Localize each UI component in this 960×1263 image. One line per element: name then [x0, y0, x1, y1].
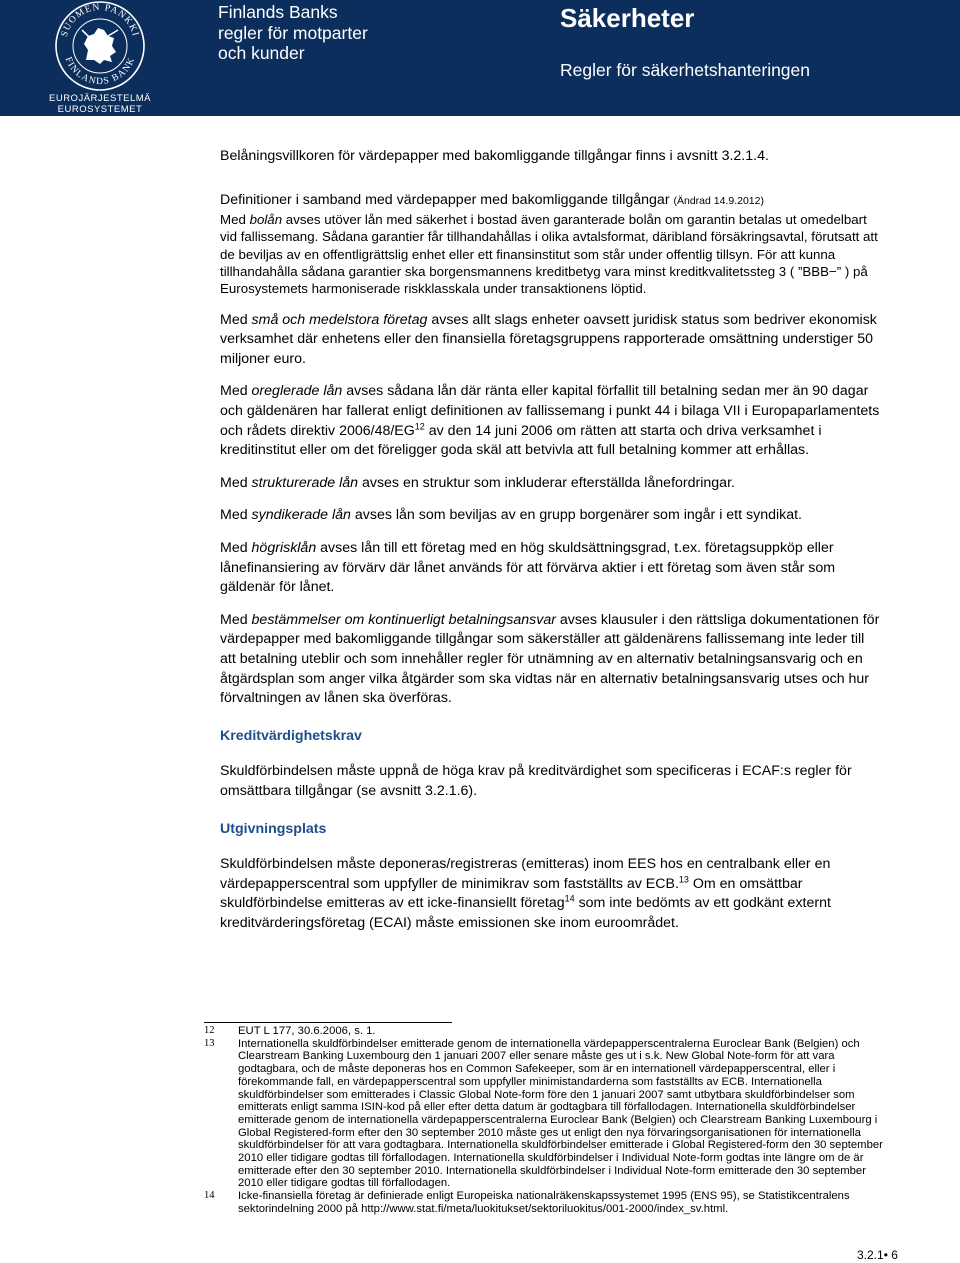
- term-strukturerade-lan: strukturerade lån: [251, 474, 359, 491]
- text-run: avses utöver lån med säkerhet i bostad även garanterade bolån om garantin betalas ut omedelbart vid fallissemang.: [220, 212, 867, 245]
- paragraph-belaningsvillkor: Belåningsvillkoren för värdepapper med bakomliggande tillgångar finns i avsnitt 3.2.1.4.: [220, 148, 769, 164]
- text-run: Med: [220, 611, 252, 628]
- footnote-number: 12: [204, 1025, 215, 1036]
- text-run: Med: [220, 212, 250, 228]
- page-number: 6: [891, 1248, 898, 1262]
- page-subtitle: Regler för säkerhetshanteringen: [560, 60, 811, 80]
- footnote-number: 13: [204, 1037, 215, 1049]
- footnote-ref-13[interactable]: 13: [678, 874, 689, 884]
- footnote-ref-14[interactable]: 14: [564, 893, 575, 904]
- text-run: avses en struktur som inkluderar efterställda lånefordringar.: [358, 474, 735, 491]
- paragraph-bolan: [220, 211, 884, 297]
- text-run: avses sådana lån där ränta eller kapital förfallit till betalning sedan mer än 90 dagar och gäldenären har fallerat enligt definitionen av fallissemang i punkt 44 i bilaga VII i Europaparlamentets och rådets direktiv 2006/48/EG: [220, 383, 880, 439]
- text-run: Skuldförbindelsen måste deponeras/registreras (emitteras) inom EES hos en centralbank eller en värdepapperscentral som uppfyller de minimikrav som fastställts av ECB.: [220, 856, 831, 892]
- section-heading-kreditvardighetskrav: Kreditvärdighetskrav: [220, 727, 362, 744]
- footer-bullet: •: [883, 1248, 888, 1262]
- paragraph-strukturerade-lan: [220, 474, 884, 494]
- logo-caption-fi: EUROJÄRJESTELMÄ: [49, 93, 151, 104]
- footer-section: 3.2.1: [857, 1248, 884, 1262]
- text-run: som inte bedömts av ett godkänt externt kreditvärderingsföretag (ECAI) måste emissionen ske inom euroområdet.: [220, 895, 831, 931]
- svg-text:FINLANDS BANK: FINLANDS BANK: [62, 55, 138, 88]
- text-run: avses lån till ett företag med en hög skuldsättningsgrad, t.ex. företagsuppköp eller lånefinansiering av förvärv där lånet används för att förvärva aktier i ett företag som även står som gäldenär för lånet.: [220, 540, 836, 596]
- paragraph-utgivningsplats: [220, 855, 884, 933]
- org-name: [218, 2, 368, 64]
- org-line-2: regler för motparter: [218, 22, 368, 43]
- term-bolan: bolån: [249, 212, 283, 228]
- bank-logo: [0, 0, 200, 116]
- text-run: Om en omsättbar skuldförbindelse emitteras av ett icke-finansiellt företag: [220, 875, 803, 912]
- paragraph-kreditvardighet: Skuldförbindelsen måste uppnå de höga krav på kreditvärdighet som specificeras i ECAF:s regler för omsättbara tillgångar (se avsnitt 3.2.1.6).: [220, 763, 852, 799]
- page-header: [0, 0, 960, 116]
- paragraph-betalningsansvar: [220, 611, 884, 709]
- text-run: avses klausuler i den rättsliga dokumentationen för värdepapper med bakomliggande tillgångar som säkerställer att gäldenärens fallissemang inte leder till att betalning uteblir och som innehåller regler för utnämning av en alternativ betalningsansvarig och en åtgärdsplan som anger vilka åtgärder som ska vidtas när en alternativ betalningsansvarig utses och hur förvaltningen av lånen ska överföras.: [220, 611, 880, 707]
- term-oreglerade-lan: oreglerade lån: [251, 383, 343, 400]
- svg-text:SUOMEN PANKKI: SUOMEN PANKKI: [59, 2, 141, 39]
- footnote-text: EUT L 177, 30.6.2006, s. 1.: [238, 1025, 376, 1037]
- text-run: Med: [220, 474, 252, 491]
- paragraph-syndikerade-lan: [220, 506, 884, 526]
- term-hogrisklan: högrisklån: [251, 540, 317, 557]
- term-syndikerade-lan: syndikerade lån: [251, 507, 351, 524]
- footnote-separator: [204, 1022, 452, 1023]
- org-line-1: Finlands Banks: [218, 2, 338, 22]
- paragraph-oreglerade-lan: [220, 382, 884, 460]
- footnote-ref-12[interactable]: 12: [414, 420, 425, 431]
- text-run: Med: [220, 311, 252, 328]
- definitioner-text: Definitioner i samband med värdepapper med bakomliggande tillgångar: [220, 191, 670, 208]
- text-run: Med: [220, 383, 252, 400]
- text-run: Sådana garantier får tillhandahållas i olika avtalsformat, däribland försäkringsavtal, förutsatt att de beviljas av en offentligrättslig enhet eller ett finansinstitut som står under offentlig tillsyn. För att kunna tillhandahålla sådana garantier ska borgensmannens kreditbetyg vara minst kreditkvalitetssteg 3 ( ”BBB−” ) på Eurosystemets harmoniserade riskklasskala under transaktionens löptid.: [220, 229, 878, 297]
- paragraph-sma-foretag: [220, 311, 884, 370]
- term-betalningsansvar: bestämmelser om kontinuerligt betalningsansvar: [251, 611, 556, 628]
- text-run: Med: [220, 540, 252, 557]
- amendment-note: (Ändrad 14.9.2012): [673, 194, 764, 207]
- text-run: avses allt slags enheter oavsett juridisk status som bedriver ekonomisk verksamhet där enhetens eller den finansiella företagsgruppens rapporterade omsättning understiger 50 miljoner euro.: [220, 311, 877, 367]
- page-footer: [857, 1248, 898, 1262]
- section-heading-utgivningsplats: Utgivningsplats: [220, 820, 327, 837]
- text-run: Med: [220, 507, 252, 524]
- footnote-14: [204, 1190, 894, 1215]
- footnotes: [204, 1025, 894, 1216]
- footnote-13: [204, 1038, 894, 1190]
- page-title: Säkerheter: [560, 3, 695, 33]
- footnote-number: 14: [204, 1190, 215, 1202]
- text-run: av den 14 juni 2006 om rätten att starta och driva verksamhet i kreditinstitut eller om det föreligger goda skäl att betvivla att full betalning kommer att erhållas.: [220, 422, 822, 459]
- footnote-text: Internationella skuldförbindelser emitterade genom de internationella värdepapperscentralerna Euroclear Bank (Belgien) och Clearstream Banking Luxembourg den 1 januari 2007 eller senare måste ges ut i s.k. New Global Note-form för att vara godtagbara, och de måste deponeras hos en Common Safekeeper, som är en internationell värdepapperscentral, eller i förekommande fall, en värdepapperscentral som uppfyller minimistandarderna som fastställts av ECB. Internationella skuldförbindelser som emitterades i Classic Global Note-form före den 1 januari 2007 samt utbytbara skuldförbindelser som emitterats enligt samma ISIN-kod på eller efter detta datum är godtagbara till förfallodagen. Internationella skuldförbindelser emitterade genom de internationella värdepapperscentralerna Euroclear Bank (Belgien) och Clearstream Banking Luxembourg i Global Registered-form efter den 30 september 2010 måste ges ut enligt den nya förvaringsorganisationen för internationella skuldförbindelser för att vara godtagbara. Internationella skuldförbindelser emitterade i Global Registered-form den 30 september 2010 eller tidigare godtas till förfallodagen. Internationella skuldförbindelser i Individual Note-form godtas inte längre om de är emitterade efter den 30 september 2010. Internationella skuldförbindelser i Individual Note-form emitterade den 30 september 2010 eller tidigare godtas till förfallodagen.: [238, 1037, 883, 1190]
- footnote-text: Icke-finansiella företag är definierade enligt Europeiska nationalräkenskapssystemet 1995 (ENS 95), se Statistikcentralens sektorindelning 2000 på http://www.stat.fi/meta/luokitukset/sektoriluokitus/001-2000/index_sv.html.: [238, 1190, 850, 1215]
- text-run: avses lån som beviljas av en grupp borgenärer som ingår i ett syndikat.: [350, 507, 802, 524]
- org-line-3: och kunder: [218, 43, 305, 63]
- term-sma-foretag: små och medelstora företag: [251, 311, 428, 328]
- logo-caption-sv: EUROSYSTEMET: [57, 104, 143, 115]
- paragraph-definitioner-heading: [220, 191, 884, 212]
- document-body: [220, 147, 884, 947]
- paragraph-hogrisklan: [220, 539, 884, 598]
- footnote-12: [204, 1025, 894, 1038]
